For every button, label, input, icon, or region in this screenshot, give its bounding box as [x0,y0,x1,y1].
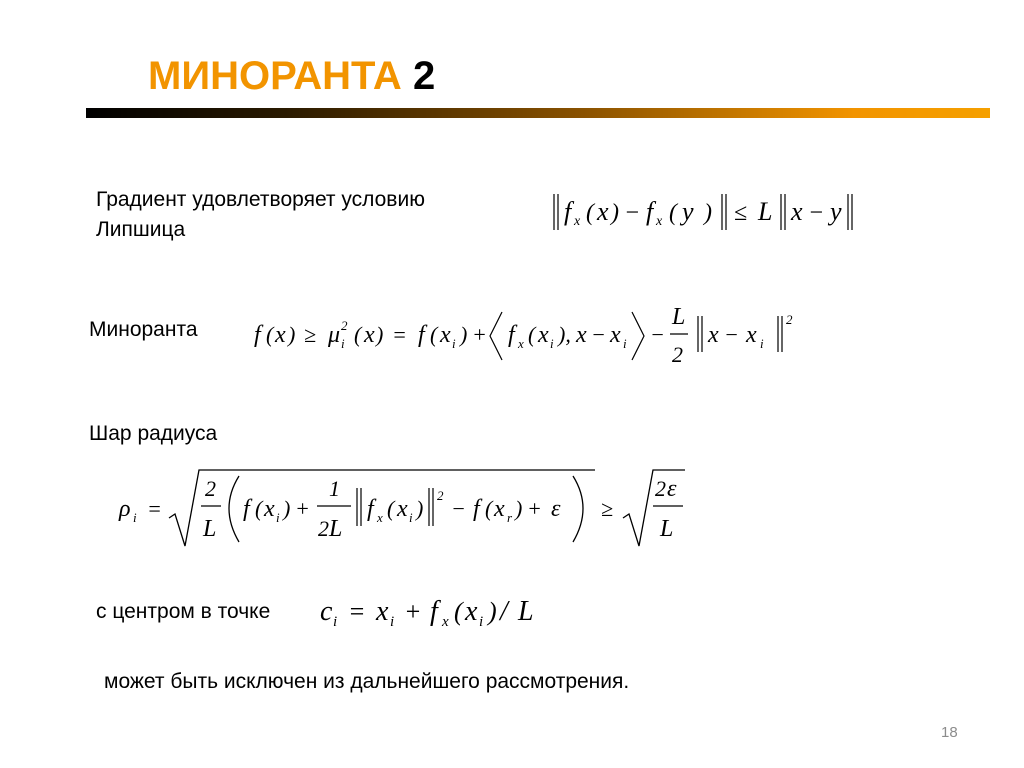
svg-text:(: ( [485,496,493,521]
svg-text:≤: ≤ [734,200,748,226]
svg-text:): ) [376,322,384,347]
svg-text:f: f [367,496,374,522]
title-underline-bar [86,108,990,118]
svg-text:x: x [576,322,587,348]
svg-text:x: x [538,322,549,348]
svg-text:i: i [623,336,627,351]
svg-text:−: − [808,200,825,226]
minorant-formula [250,294,810,372]
svg-text:x: x [610,322,621,348]
svg-text:2: 2 [655,476,666,501]
svg-text:i: i [479,614,484,630]
svg-text:(: ( [266,322,274,347]
svg-text:−: − [650,322,665,347]
svg-text:f: f [646,197,654,226]
svg-text:f: f [508,322,515,348]
ball-label: Шар радиуса [89,422,218,445]
svg-text:f: f [254,322,261,348]
svg-text:≥: ≥ [304,322,317,347]
svg-text:y: y [830,197,842,226]
svg-text:ε: ε [551,496,561,522]
svg-text:x: x [442,614,449,630]
conclusion-text: может быть исключен из дальнейшего рассмотрения. [104,670,630,693]
svg-text:x: x [440,322,451,348]
svg-text:L: L [672,304,686,330]
svg-text:x: x [656,214,663,229]
svg-text:−: − [451,496,466,521]
svg-text:/: / [500,596,508,627]
svg-text:+: + [472,322,487,347]
svg-text:i: i [333,614,338,630]
svg-text:−: − [591,322,606,347]
svg-text:x: x [597,197,609,226]
svg-text:x: x [465,596,478,627]
svg-text:+: + [295,496,310,521]
svg-text:i: i [760,336,764,351]
svg-text:(: ( [430,322,438,347]
svg-text:ρ: ρ [119,496,131,522]
svg-text:2: 2 [672,342,683,367]
slide-title [148,50,435,102]
svg-text:=: = [147,496,162,521]
svg-text:−: − [724,322,739,347]
svg-text:): ) [515,496,523,521]
svg-text:+: + [527,496,542,521]
svg-text:): ) [416,496,424,521]
svg-text:x: x [791,197,803,226]
svg-text:2: 2 [786,312,793,327]
svg-text:i: i [341,336,345,351]
slide-title-word: МИНОРАНТА [148,54,402,98]
slide-title-number: 2 [412,54,436,98]
svg-text:L: L [203,516,217,542]
svg-text:1: 1 [329,476,340,501]
svg-text:): ) [704,200,712,226]
svg-text:f: f [430,596,438,627]
svg-text:),: ), [558,322,571,347]
svg-text:x: x [264,496,275,522]
svg-text:x: x [494,496,505,522]
svg-text:f: f [418,322,425,348]
svg-text:): ) [611,200,619,226]
svg-text:i: i [133,510,137,525]
svg-text:x: x [397,496,408,522]
svg-text:≥: ≥ [601,496,614,521]
svg-text:2: 2 [437,488,444,503]
ball-radius-formula [115,466,695,552]
svg-text:2: 2 [318,516,329,541]
minorant-label: Миноранта [89,318,198,341]
svg-text:(: ( [255,496,263,521]
svg-text:f: f [243,496,250,522]
svg-text:i: i [276,510,280,525]
center-formula [318,586,568,636]
svg-text:(: ( [528,322,536,347]
svg-text:(: ( [454,597,463,626]
svg-text:x: x [275,322,286,348]
page-number: 18 [941,724,958,741]
svg-text:i: i [550,336,554,351]
svg-text:x: x [574,214,581,229]
svg-text:L: L [758,197,773,226]
svg-text:i: i [452,336,456,351]
svg-text:y: y [682,197,694,226]
svg-text:x: x [364,322,375,348]
svg-text:(: ( [387,496,395,521]
svg-text:i: i [390,614,395,630]
svg-text:f: f [564,197,572,226]
svg-text:+: + [404,597,422,626]
svg-text:r: r [507,510,513,525]
svg-text:): ) [283,496,291,521]
svg-text:=: = [392,322,407,347]
svg-text:2: 2 [205,476,216,501]
svg-text:c: c [320,596,333,627]
svg-text:): ) [288,322,296,347]
svg-text:2: 2 [341,318,348,333]
svg-text:−: − [624,200,641,226]
svg-text:μ: μ [328,322,341,348]
svg-text:x: x [377,510,383,525]
svg-text:(: ( [354,322,362,347]
svg-text:): ) [488,597,497,626]
svg-text:=: = [348,597,366,626]
svg-text:): ) [460,322,468,347]
svg-text:(: ( [586,200,594,226]
svg-text:L: L [518,596,534,627]
svg-text:L: L [329,516,343,542]
lipschitz-text-line2: Липшица [96,218,186,241]
center-label: с центром в точке [96,600,271,623]
lipschitz-formula [548,190,868,236]
svg-text:f: f [473,496,480,522]
svg-text:L: L [660,516,674,542]
svg-text:i: i [409,510,413,525]
svg-text:(: ( [669,200,677,226]
lipschitz-text-line1: Градиент удовлетворяет условию [96,188,425,211]
svg-text:x: x [376,596,389,627]
svg-text:x: x [708,322,719,348]
svg-text:x: x [518,336,524,351]
svg-text:ε: ε [667,476,677,502]
svg-text:x: x [746,322,757,348]
